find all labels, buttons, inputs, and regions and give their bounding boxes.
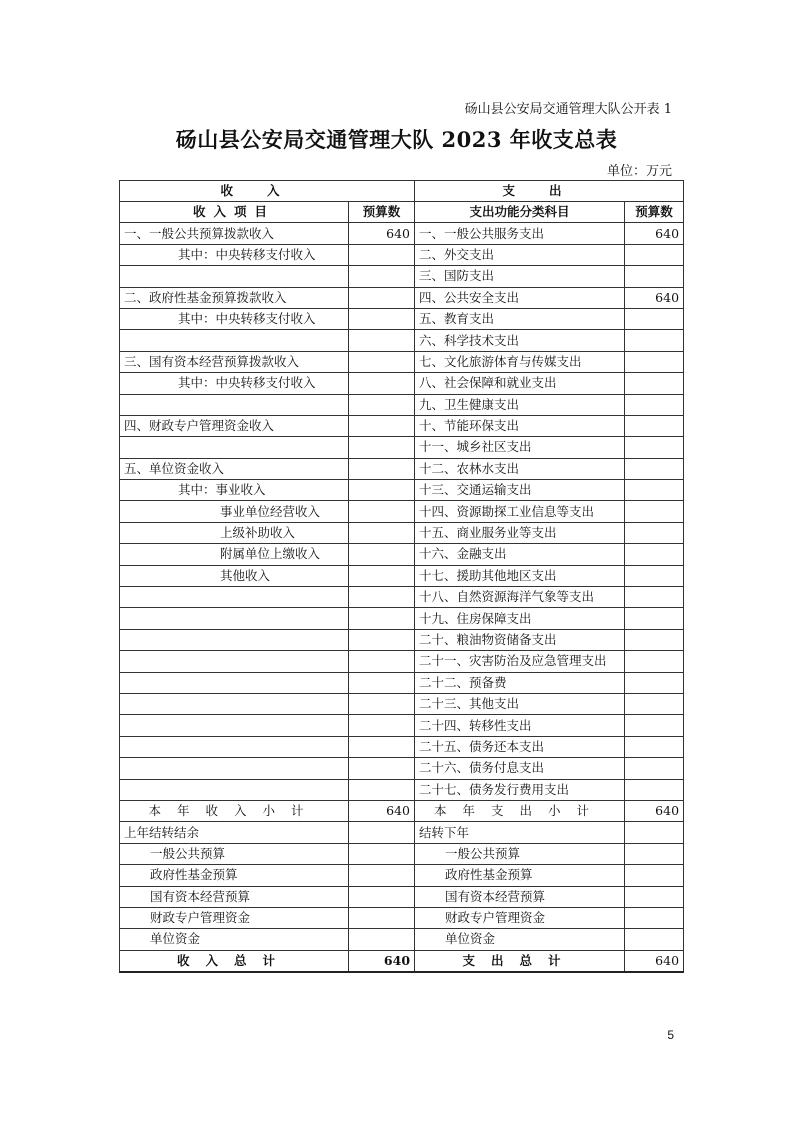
table-row: [120, 779, 684, 800]
expense-budget-cell: [625, 266, 684, 287]
expense-item-cell: 十五、商业服务业等支出: [415, 522, 625, 543]
expense-budget-cell: [625, 501, 684, 522]
expense-budget-cell: [625, 522, 684, 543]
income-item-cell: [120, 715, 349, 736]
carry-row: [120, 865, 684, 886]
carry-row: [120, 907, 684, 928]
table-row: [120, 758, 684, 779]
income-item-cell: 其中：中央转移支付收入: [120, 373, 349, 394]
document-label: 砀山县公安局交通管理大队公开表 1: [464, 102, 672, 117]
expense-budget-cell: [625, 351, 684, 372]
table-row: [120, 651, 684, 672]
income-budget-cell: [349, 308, 415, 329]
table-row: [120, 672, 684, 693]
carry-in-item: 一般公共预算: [120, 843, 349, 864]
carry-out-value: [625, 865, 684, 886]
income-budget-cell: [349, 629, 415, 650]
income-budget-cell: [349, 672, 415, 693]
expense-budget-cell: [625, 330, 684, 351]
table-row: [120, 458, 684, 479]
table-row: [120, 565, 684, 586]
expense-budget-cell: [625, 565, 684, 586]
table-row: [120, 373, 684, 394]
income-item-cell: [120, 693, 349, 714]
expense-budget-cell: [625, 437, 684, 458]
table-row: [120, 351, 684, 372]
income-budget-cell: [349, 480, 415, 501]
income-item-cell: [120, 651, 349, 672]
expense-budget-cell: [625, 608, 684, 629]
carry-in-item: 政府性基金预算: [120, 865, 349, 886]
table-row: [120, 223, 684, 244]
expense-item-cell: 一、一般公共服务支出: [415, 223, 625, 244]
income-budget-cell: [349, 608, 415, 629]
income-budget-cell: [349, 736, 415, 757]
expense-item-cell: 三、国防支出: [415, 266, 625, 287]
carry-out-value: [625, 843, 684, 864]
expense-item-cell: 十四、资源勘探工业信息等支出: [415, 501, 625, 522]
expense-subtotal-label: 本年支出小计: [415, 800, 625, 821]
carry-header-row: [120, 822, 684, 843]
income-item-cell: [120, 779, 349, 800]
income-item-cell: 四、财政专户管理资金收入: [120, 415, 349, 436]
table-row: [120, 608, 684, 629]
expense-item-cell: 二十二、预备费: [415, 672, 625, 693]
income-budget-cell: [349, 244, 415, 265]
carry-out-value: [625, 907, 684, 928]
income-item-cell: [120, 758, 349, 779]
income-item-cell: 附属单位上缴收入: [120, 544, 349, 565]
expense-budget-cell: [625, 458, 684, 479]
expense-budget-cell: [625, 779, 684, 800]
expense-item-cell: 五、教育支出: [415, 308, 625, 329]
income-total-value: 640: [349, 950, 415, 972]
expense-item-cell: 二十四、转移性支出: [415, 715, 625, 736]
carry-in-value: [349, 886, 415, 907]
income-item-header: 收入项目: [120, 202, 349, 223]
carry-out-item: 一般公共预算: [415, 843, 625, 864]
expense-budget-cell: [625, 693, 684, 714]
expense-item-cell: 十一、城乡社区支出: [415, 437, 625, 458]
carry-out-value: [625, 886, 684, 907]
income-budget-cell: 640: [349, 223, 415, 244]
expense-budget-cell: [625, 651, 684, 672]
expense-budget-cell: [625, 480, 684, 501]
income-budget-cell: [349, 330, 415, 351]
budget-table: [119, 180, 684, 973]
expense-budget-cell: [625, 244, 684, 265]
carry-in-item: 单位资金: [120, 929, 349, 950]
table-row: [120, 629, 684, 650]
expense-item-cell: 二十六、债务付息支出: [415, 758, 625, 779]
table-row: [120, 308, 684, 329]
expense-budget-cell: 640: [625, 223, 684, 244]
table-row: [120, 736, 684, 757]
expense-item-cell: 九、卫生健康支出: [415, 394, 625, 415]
table-row: [120, 415, 684, 436]
income-budget-cell: [349, 266, 415, 287]
income-budget-cell: [349, 715, 415, 736]
income-item-cell: 三、国有资本经营预算拨款收入: [120, 351, 349, 372]
income-budget-header: 预算数: [349, 202, 415, 223]
table-row: [120, 437, 684, 458]
income-item-cell: [120, 266, 349, 287]
expense-item-cell: 二十、粮油物资储备支出: [415, 629, 625, 650]
income-budget-cell: [349, 651, 415, 672]
expense-budget-cell: 640: [625, 287, 684, 308]
expense-total-value: 640: [625, 950, 684, 972]
expense-budget-cell: [625, 758, 684, 779]
income-item-cell: [120, 672, 349, 693]
expense-item-cell: 七、文化旅游体育与传媒支出: [415, 351, 625, 372]
expense-item-cell: 二十三、其他支出: [415, 693, 625, 714]
income-budget-cell: [349, 415, 415, 436]
income-budget-cell: [349, 693, 415, 714]
total-row: [120, 950, 684, 972]
expense-section-header: 支出: [415, 181, 684, 202]
unit-label: 单位：万元: [606, 164, 672, 179]
carry-out-item: 政府性基金预算: [415, 865, 625, 886]
income-item-cell: [120, 629, 349, 650]
table-row: [120, 480, 684, 501]
income-total-label: 收入总计: [120, 950, 349, 972]
income-section-header: 收入: [120, 181, 415, 202]
income-item-cell: 五、单位资金收入: [120, 458, 349, 479]
carry-in-label: 上年结转结余: [120, 822, 349, 843]
income-budget-cell: [349, 587, 415, 608]
expense-item-cell: 十九、住房保障支出: [415, 608, 625, 629]
expense-total-label: 支出总计: [415, 950, 625, 972]
expense-budget-cell: [625, 715, 684, 736]
income-item-cell: [120, 330, 349, 351]
income-item-cell: 上级补助收入: [120, 522, 349, 543]
expense-item-cell: 六、科学技术支出: [415, 330, 625, 351]
income-budget-cell: [349, 779, 415, 800]
carry-in-value: [349, 929, 415, 950]
table-row: [120, 715, 684, 736]
expense-budget-cell: [625, 415, 684, 436]
table-row: [120, 587, 684, 608]
expense-budget-cell: [625, 373, 684, 394]
carry-in-value: [349, 843, 415, 864]
table-row: [120, 501, 684, 522]
income-item-cell: 事业单位经营收入: [120, 501, 349, 522]
carry-row: [120, 843, 684, 864]
table-row: [120, 287, 684, 308]
carry-out-value: [625, 929, 684, 950]
carry-out-value: [625, 822, 684, 843]
income-item-cell: [120, 394, 349, 415]
income-budget-cell: [349, 565, 415, 586]
income-item-cell: [120, 437, 349, 458]
carry-row: [120, 929, 684, 950]
income-budget-cell: [349, 544, 415, 565]
income-budget-cell: [349, 458, 415, 479]
expense-item-cell: 十八、自然资源海洋气象等支出: [415, 587, 625, 608]
carry-out-item: 财政专户管理资金: [415, 907, 625, 928]
expense-budget-cell: [625, 736, 684, 757]
income-budget-cell: [349, 501, 415, 522]
income-item-cell: 一、一般公共预算拨款收入: [120, 223, 349, 244]
expense-item-cell: 四、公共安全支出: [415, 287, 625, 308]
income-budget-cell: [349, 758, 415, 779]
expense-subtotal-value: 640: [625, 800, 684, 821]
carry-in-item: 国有资本经营预算: [120, 886, 349, 907]
expense-item-cell: 十六、金融支出: [415, 544, 625, 565]
expense-budget-cell: [625, 394, 684, 415]
income-item-cell: 其中：事业收入: [120, 480, 349, 501]
income-item-cell: 其中：中央转移支付收入: [120, 308, 349, 329]
subtotal-row: [120, 800, 684, 821]
income-budget-cell: [349, 394, 415, 415]
carry-out-label: 结转下年: [415, 822, 625, 843]
table-row: [120, 244, 684, 265]
page-number: 5: [667, 1028, 674, 1042]
expense-budget-cell: [625, 629, 684, 650]
expense-item-cell: 八、社会保障和就业支出: [415, 373, 625, 394]
expense-budget-cell: [625, 672, 684, 693]
income-item-cell: [120, 608, 349, 629]
table-row: [120, 693, 684, 714]
expense-budget-cell: [625, 587, 684, 608]
table-row: [120, 544, 684, 565]
expense-item-cell: 十七、援助其他地区支出: [415, 565, 625, 586]
expense-item-header: 支出功能分类科目: [415, 202, 625, 223]
expense-item-cell: 十、节能环保支出: [415, 415, 625, 436]
income-budget-cell: [349, 437, 415, 458]
income-budget-cell: [349, 522, 415, 543]
income-budget-cell: [349, 287, 415, 308]
income-item-cell: [120, 736, 349, 757]
table-row: [120, 266, 684, 287]
carry-out-item: 国有资本经营预算: [415, 886, 625, 907]
expense-budget-header: 预算数: [625, 202, 684, 223]
expense-item-cell: 十三、交通运输支出: [415, 480, 625, 501]
income-item-cell: 其他收入: [120, 565, 349, 586]
expense-item-cell: 二十一、灾害防治及应急管理支出: [415, 651, 625, 672]
carry-out-item: 单位资金: [415, 929, 625, 950]
income-item-cell: [120, 587, 349, 608]
income-subtotal-value: 640: [349, 800, 415, 821]
income-item-cell: 其中：中央转移支付收入: [120, 244, 349, 265]
table-row: [120, 522, 684, 543]
income-subtotal-label: 本年收入小计: [120, 800, 349, 821]
expense-budget-cell: [625, 308, 684, 329]
carry-in-value: [349, 822, 415, 843]
table-row: [120, 330, 684, 351]
income-budget-cell: [349, 351, 415, 372]
income-item-cell: 二、政府性基金预算拨款收入: [120, 287, 349, 308]
carry-in-value: [349, 907, 415, 928]
expense-item-cell: 十二、农林水支出: [415, 458, 625, 479]
expense-budget-cell: [625, 544, 684, 565]
carry-in-item: 财政专户管理资金: [120, 907, 349, 928]
table-row: [120, 394, 684, 415]
carry-row: [120, 886, 684, 907]
carry-in-value: [349, 865, 415, 886]
expense-item-cell: 二、外交支出: [415, 244, 625, 265]
income-budget-cell: [349, 373, 415, 394]
page-title: 砀山县公安局交通管理大队 2023 年收支总表: [175, 127, 618, 152]
expense-item-cell: 二十五、债务还本支出: [415, 736, 625, 757]
expense-item-cell: 二十七、债务发行费用支出: [415, 779, 625, 800]
